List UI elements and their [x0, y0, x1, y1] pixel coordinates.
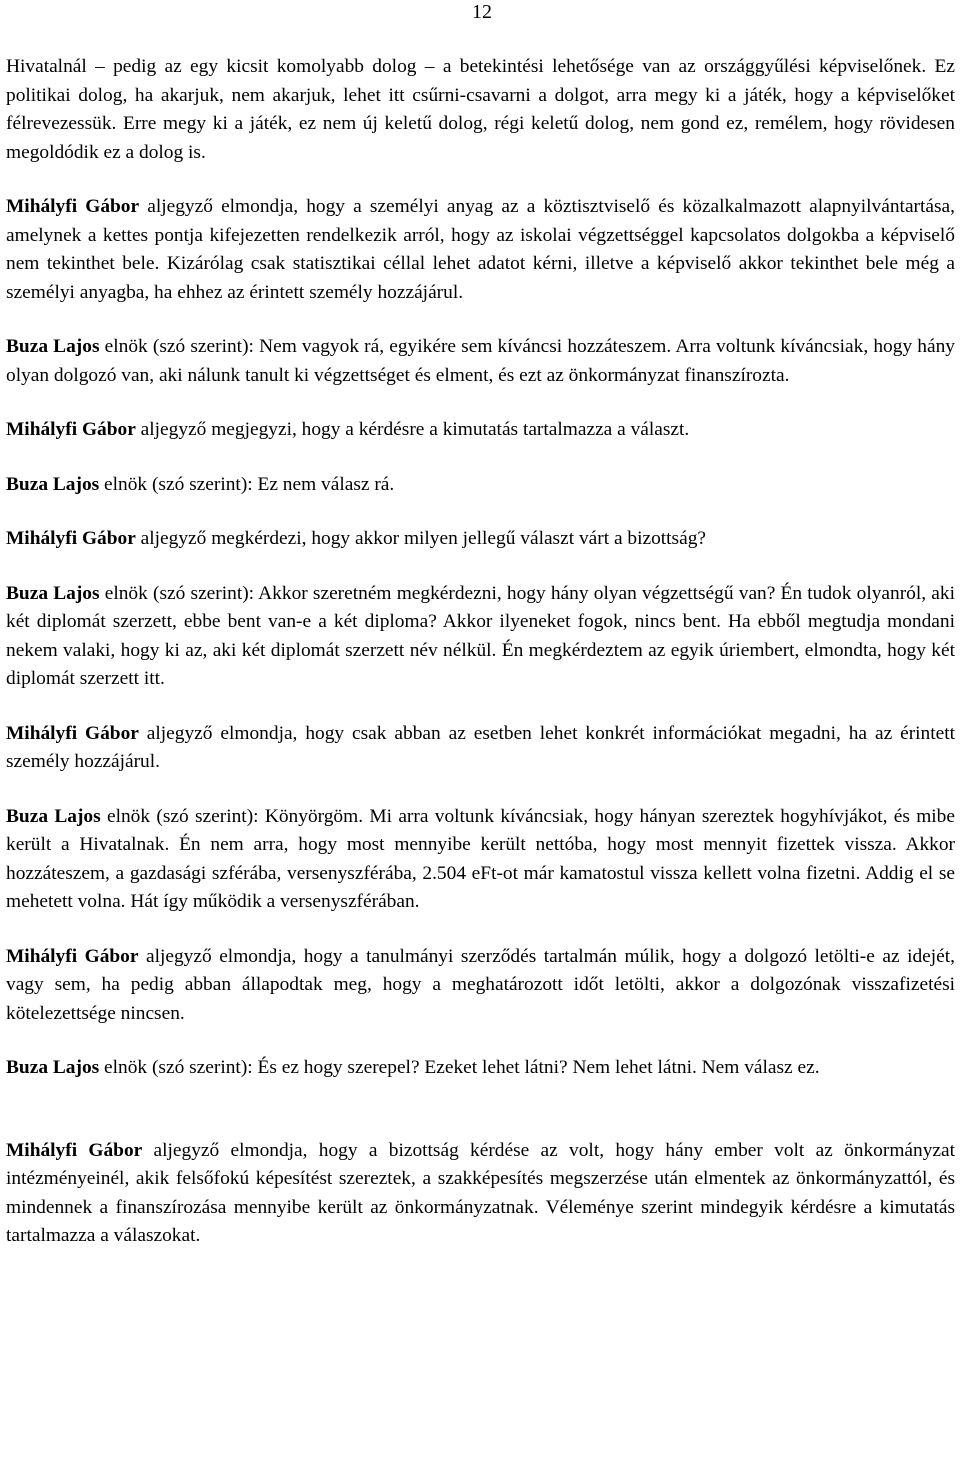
paragraph-text: aljegyző elmondja, hogy csak abban az esetben lehet konkrét információkat megadni, ha az érintett személy hozzájárul.	[6, 722, 956, 772]
paragraph	[6, 193, 955, 307]
paragraph-text: aljegyző elmondja, hogy a tanulmányi szerződés tartalmán múlik, hogy a dolgozó letölti-e az idejét, vagy sem, ha pedig abban állapodtak meg, hogy a meghatározott időt letölti, akkor a dolgozónak visszafizetési kötelezettsége nincsen.	[6, 945, 955, 1024]
speaker-name: Buza Lajos	[6, 805, 101, 827]
speaker-name: Buza Lajos	[6, 336, 100, 357]
paragraph	[6, 720, 955, 777]
speaker-name: Mihályfi Gábor	[6, 945, 139, 967]
paragraph	[6, 1137, 955, 1251]
paragraph	[6, 803, 955, 917]
paragraph-text: aljegyző megjegyzi, hogy a kérdésre a kimutatás tartalmazza a választ.	[135, 419, 690, 440]
paragraph-text: elnök (szó szerint): És ez hogy szerepel? Ezeket lehet látni? Nem lehet látni. Nem válasz ez.	[99, 1057, 820, 1078]
document-body	[6, 53, 955, 1251]
paragraph-text: elnök (szó szerint): Könyörgöm. Mi arra voltunk kíváncsiak, hogy hányan szereztek hogyhívjákot, és mibe került a Hivatalnak. Én nem arra, hogy most mennyibe került nettóba, hogy most mennyit fizettek vissza. Akkor hozzáteszem, a gazdasági szférába, versenyszférába, 2.504 eFt-ot már kamatostul vissza kellett volna fizetni. Addig el se mehetett volna. Hát így működik a versenyszférában.	[6, 805, 955, 912]
speaker-name: Mihályfi Gábor	[6, 722, 139, 744]
paragraph	[6, 525, 955, 554]
paragraph-text: elnök (szó szerint): Ez nem válasz rá.	[99, 473, 395, 495]
paragraph	[6, 471, 955, 500]
paragraph	[6, 1054, 955, 1083]
speaker-name: Buza Lajos	[6, 1057, 100, 1078]
paragraph	[6, 333, 955, 390]
paragraph-text: Hivatalnál – pedig az egy kicsit komolyabb dolog – a betekintési lehetősége van az országgyűlési képviselőnek. Ez politikai dolog, ha akarjuk, nem akarjuk, lehet itt csűrni-csavarni a dolgot, arra megy ki a játék, hogy a képviselőket félrevezessük. Erre megy ki a játék, ez nem új keletű dolog, régi keletű dolog, nem gond ez, remélem, hogy rövidesen megoldódik ez a dolog is.	[6, 56, 955, 163]
speaker-name: Mihályfi Gábor	[6, 1139, 143, 1161]
speaker-name: Buza Lajos	[6, 582, 100, 604]
paragraph-text: elnök (szó szerint): Nem vagyok rá, egyikére sem kíváncsi hozzáteszem. Arra voltunk kíváncsiak, hogy hány olyan dolgozó van, aki nálunk tanult ki végzettséget és elment, és ezt az önkormányzat finanszírozta.	[6, 336, 955, 386]
paragraph	[6, 580, 955, 694]
paragraph	[6, 53, 955, 167]
paragraph-text: elnök (szó szerint): Akkor szeretném megkérdezni, hogy hány olyan végzettségű van? Én tudok olyanról, aki két diplomát szerzett, ebbe bent van-e a két diploma? Akkor ilyeneket fogok, nincs bent. Ha ebből megtudja mondani nekem valaki, hogy ki az, aki két diplomát szerzett név nélkül. Én megkérdeztem az egyik úriembert, elmondta, hogy két diplomát szerzett itt.	[6, 582, 955, 689]
speaker-name: Mihályfi Gábor	[6, 196, 140, 217]
speaker-name: Mihályfi Gábor	[6, 528, 136, 549]
paragraph	[6, 943, 955, 1029]
page-number: 12	[472, 1, 492, 23]
paragraph-text: aljegyző elmondja, hogy a bizottság kérdése az volt, hogy hány ember volt az önkormányzat intézményeinél, akik felsőfokú képesítést szereztek, a szakképesítés megszerzése után elmentek az önkormányzattól, és mindennek a finanszírozása mennyibe került az önkormányzatnak. Véleménye szerint mindegyik kérdésre a kimutatás tartalmazza a válaszokat.	[6, 1139, 955, 1246]
speaker-name: Mihályfi Gábor	[6, 419, 136, 440]
paragraph	[6, 416, 955, 445]
paragraph-text: aljegyző megkérdezi, hogy akkor milyen jellegű választ várt a bizottság?	[135, 528, 707, 549]
paragraph-text: aljegyző elmondja, hogy a személyi anyag az a köztisztviselő és közalkalmazott alapnyilvántartása, amelynek a kettes pontja kifejezetten rendelkezik arról, hogy az iskolai végzettséggel kapcsolatos dolgokba a képviselő nem tekinthet bele. Kizárólag csak statisztikai céllal lehet adatot kérni, illetve a képviselő akkor tekinthet bele még a személyi anyagba, ha ehhez az érintett személy hozzájárul.	[6, 196, 955, 303]
speaker-name: Buza Lajos	[6, 473, 100, 495]
